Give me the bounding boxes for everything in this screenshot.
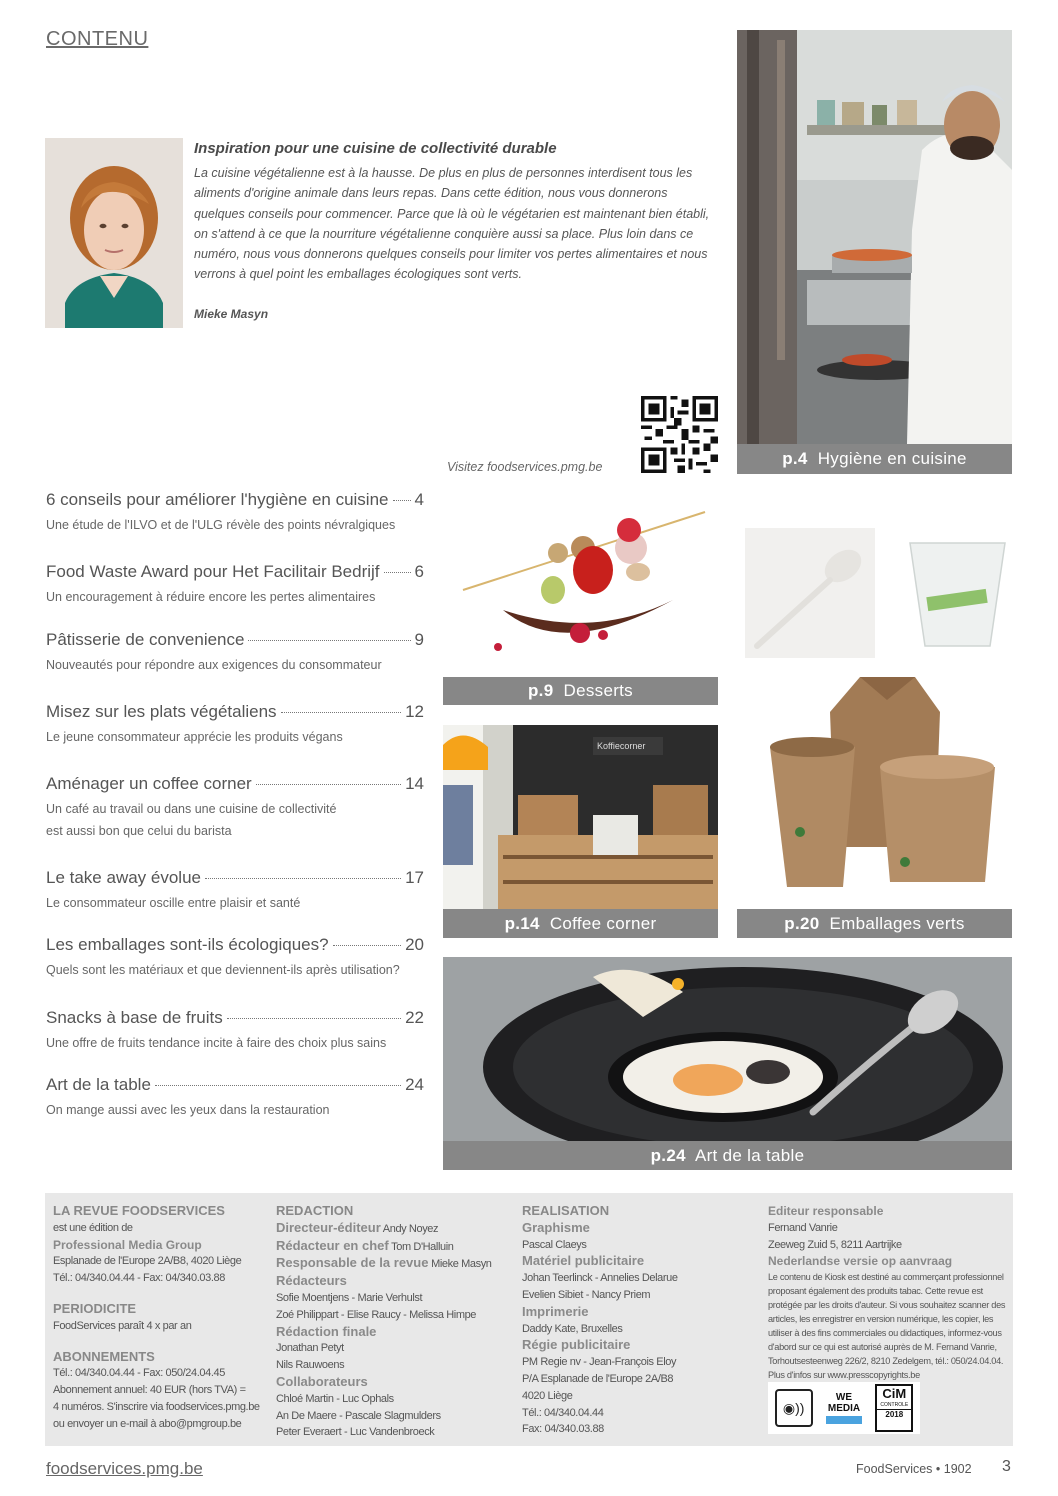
toc-title: Le take away évolue	[46, 868, 201, 887]
colophon-role: Collaborateurs	[276, 1373, 368, 1389]
colophon-line: Peter Everaert - Luc Vandenbroeck	[276, 1426, 435, 1439]
caption-coffee-text: Coffee corner	[549, 914, 657, 933]
colophon-line: P/A Esplanade de l'Europe 2A/B8	[522, 1372, 674, 1385]
toc-title: Aménager un coffee corner	[46, 774, 252, 793]
toc-subtitle-line: est aussi bon que celui du barista	[46, 824, 232, 838]
colophon-line: 4020 Liège	[522, 1389, 573, 1402]
colophon-role: Rédacteur en chef	[276, 1237, 389, 1253]
spoon-cup-image	[745, 528, 1012, 658]
toc-item[interactable]	[46, 868, 424, 914]
toc-subtitle: Quels sont les matériaux et que deviennent-ils après utilisation?	[46, 963, 400, 977]
editorial-author: Mieke Masyn	[194, 306, 269, 321]
caption-packaging-page: p.20	[784, 914, 820, 933]
colophon-line: Evelien Sibiet - Nancy Priem	[522, 1288, 651, 1301]
toc-page: 22	[405, 1008, 424, 1027]
coffee-corner-sign: Koffiecorner	[597, 741, 646, 751]
toc-page: 20	[405, 935, 424, 954]
caption-desserts-text: Desserts	[563, 681, 633, 700]
toc-title: Art de la table	[46, 1075, 151, 1094]
cim-logo-line: CONTROLE	[880, 1402, 909, 1408]
caption-desserts-page: p.9	[528, 681, 554, 700]
editorial-body: La cuisine végétalienne est à la hausse. De plus en plus de personnes interdisent tous les aliments d'origine animale dans leurs repas. Dans cette édition, nous vous donnerons quelques conseils pour commencer. Parce que là où le végétarien est maintenant bien établi, on s'attend à ce que la nourriture végétalienne conquière aussi sa place. Plus loin dans ce numéro, nous vous donnerons quelques conseils pour limiter vos pertes alimentaires et nous verrons à quel point les emballages écologiques sont verts.	[194, 166, 710, 282]
photo-packaging	[745, 672, 1012, 909]
colophon-line: Pascal Claeys	[522, 1238, 587, 1251]
toc-item[interactable]	[46, 1008, 424, 1054]
caption-desserts	[443, 677, 718, 705]
colophon-line: Jonathan Petyt	[276, 1342, 344, 1355]
plate-image	[443, 957, 1012, 1141]
caption-packaging	[737, 909, 1012, 938]
colophon-line: Zoé Philippart - Elise Raucy - Melissa Himpe	[276, 1308, 477, 1321]
toc-title: Misez sur les plats végétaliens	[46, 702, 277, 721]
contactless-icon: ◉))	[775, 1389, 813, 1427]
colophon-role: Régie publicitaire	[522, 1337, 631, 1353]
cim-logo-line: CiM	[882, 1386, 907, 1401]
colophon-line: 4 numéros. S'inscrire via foodservices.pmg.be	[53, 1400, 260, 1413]
colophon-heading: REALISATION	[522, 1203, 610, 1218]
toc-page: 12	[405, 702, 424, 721]
website-link[interactable]: foodservices.pmg.be	[46, 1459, 203, 1478]
toc-subtitle	[46, 798, 424, 842]
cim-logo	[875, 1384, 913, 1432]
colophon-person: Mieke Masyn	[428, 1258, 492, 1271]
colophon-col-realisation	[522, 1203, 752, 1438]
colophon-line: Professional Media Group	[53, 1237, 202, 1252]
colophon-role: Graphisme	[522, 1219, 590, 1235]
toc-title: Les emballages sont-ils écologiques?	[46, 935, 329, 954]
toc-subtitle: Une étude de l'ILVO et de l'ULG révèle des points névralgiques	[46, 518, 396, 532]
colophon-role: Responsable de la revue	[276, 1255, 429, 1271]
toc-item[interactable]	[46, 774, 424, 842]
colophon-heading: LA REVUE FOODSERVICES	[53, 1203, 225, 1218]
toc-item[interactable]	[46, 935, 424, 981]
colophon-col-publisher	[53, 1203, 268, 1433]
photo-desserts	[443, 490, 718, 677]
toc-item[interactable]	[46, 1075, 424, 1121]
toc-title: Pâtisserie de convenience	[46, 630, 245, 649]
visit-website-text: Visitez foodservices.pmg.be	[447, 460, 603, 474]
toc-subtitle: Une offre de fruits tendance incite à faire des choix plus sains	[46, 1036, 387, 1050]
coffee-corner-image	[443, 725, 718, 909]
photo-spoon-cup	[745, 528, 1012, 658]
qr-code[interactable]	[641, 396, 718, 473]
editor-portrait	[45, 138, 183, 328]
colophon-legal: Le contenu de Kiosk est destiné au commerçant professionnel proposant également des produits tabac. Cette revue est protégée par les droits d'auteur. Si vous souhaitez scanner des articles, les enregistrer en version numérique, les copier, les utiliser à des fins commerciales ou didactiques, informez-vous d'abord sur ce qui est autorisé auprès de M. Fernand Vanrie, Torhoutsesteenweg 226/2, 8210 Zedelgem, tél.: 050/24.04.04. Plus d'infos sur www.presscopyrights.be	[768, 1272, 1006, 1381]
colophon-line: Nils Rauwoens	[276, 1359, 345, 1372]
toc-title: 6 conseils pour améliorer l'hygiène en cuisine	[46, 490, 389, 509]
caption-hygiene-page: p.4	[782, 449, 808, 468]
editorial-title: Inspiration pour une cuisine de collectivité durable	[194, 140, 557, 157]
we-media-logo-line: WE	[835, 1392, 853, 1403]
colophon-col-redaction	[276, 1203, 516, 1441]
we-media-logo-line: MEDIA	[827, 1403, 861, 1414]
photo-hygiene	[737, 30, 1012, 444]
toc-item[interactable]	[46, 490, 424, 536]
colophon-heading: Nederlandse versie op aanvraag	[768, 1254, 953, 1269]
colophon-role: Rédaction finale	[276, 1323, 377, 1339]
colophon-line: ou envoyer un e-mail à abo@pmgroup.be	[53, 1417, 242, 1430]
colophon-line: Sofie Moentjens - Marie Verhulst	[276, 1291, 423, 1304]
photo-coffee-corner	[443, 725, 718, 909]
we-media-logo	[826, 1392, 862, 1424]
colophon-line: Johan Teerlinck - Annelies Delarue	[522, 1272, 678, 1285]
colophon-role: Rédacteurs	[276, 1273, 347, 1289]
caption-packaging-text: Emballages verts	[829, 914, 965, 933]
colophon-line: Daddy Kate, Bruxelles	[522, 1322, 623, 1335]
colophon-line: Fax: 04/340.03.88	[522, 1423, 604, 1436]
we-media-bar	[826, 1416, 862, 1424]
toc-subtitle-line: Un café au travail ou dans une cuisine de collectivité	[46, 802, 337, 816]
colophon-line: FoodServices paraît 4 x par an	[53, 1319, 192, 1332]
colophon-line: Tél.: 04/340.04.44 - Fax: 050/24.04.45	[53, 1367, 225, 1380]
page-number: 3	[1002, 1458, 1011, 1475]
toc-title: Food Waste Award pour Het Facilitair Bedrijf	[46, 562, 380, 581]
chef-kitchen-image	[737, 30, 1012, 444]
toc-page: 24	[405, 1075, 424, 1094]
editorial	[194, 140, 718, 321]
toc-page: 14	[405, 774, 424, 793]
colophon-line: Zeeweg Zuid 5, 8211 Aartrijke	[768, 1238, 902, 1251]
colophon-heading: Editeur responsable	[768, 1204, 884, 1218]
photo-table-art	[443, 957, 1012, 1141]
toc-page: 17	[405, 868, 424, 887]
caption-table-page: p.24	[650, 1146, 686, 1165]
colophon-role: Directeur-éditeur	[276, 1219, 381, 1235]
portrait-illustration	[45, 138, 183, 328]
colophon-line: Tél.: 04/340.04.44	[522, 1406, 604, 1419]
colophon-line: est une édition de	[53, 1221, 133, 1234]
colophon-person: Tom D'Halluin	[388, 1240, 454, 1253]
caption-coffee-page: p.14	[504, 914, 540, 933]
caption-hygiene-text: Hygiène en cuisine	[817, 449, 967, 468]
issue-label: FoodServices • 1902	[856, 1462, 972, 1476]
toc-subtitle: On mange aussi avec les yeux dans la restauration	[46, 1103, 330, 1117]
colophon-role: Imprimerie	[522, 1303, 589, 1319]
colophon-line: Esplanade de l'Europe 2A/B8, 4020 Liège	[53, 1255, 242, 1268]
colophon-heading: REDACTION	[276, 1203, 354, 1218]
colophon-heading: ABONNEMENTS	[53, 1348, 155, 1364]
colophon-line: Abonnement annuel: 40 EUR (hors TVA) =	[53, 1384, 246, 1397]
toc-item[interactable]	[46, 630, 424, 676]
caption-table-text: Art de la table	[694, 1146, 805, 1165]
caption-hygiene	[737, 444, 1012, 474]
colophon-heading: PERIODICITE	[53, 1300, 137, 1316]
toc-item[interactable]	[46, 562, 424, 608]
toc-item[interactable]	[46, 702, 424, 748]
dessert-image	[443, 490, 718, 677]
toc-subtitle: Nouveautés pour répondre aux exigences du consommateur	[46, 658, 382, 672]
colophon-role: Matériel publicitaire	[522, 1253, 645, 1269]
qr-code-icon	[641, 396, 718, 473]
certification-logos	[768, 1382, 920, 1434]
toc-page: 4	[414, 490, 424, 509]
caption-table-art	[443, 1141, 1012, 1170]
toc-page: 6	[414, 562, 424, 581]
colophon-line: Chloé Martin - Luc Ophals	[276, 1392, 394, 1405]
toc-subtitle: Le consommateur oscille entre plaisir et santé	[46, 896, 301, 910]
colophon-line: PM Regie nv - Jean-François Eloy	[522, 1356, 677, 1369]
toc-subtitle: Un encouragement à réduire encore les pertes alimentaires	[46, 590, 376, 604]
section-title: CONTENU	[46, 28, 149, 50]
colophon-line: An De Maere - Pascale Slagmulders	[276, 1409, 441, 1422]
colophon-line: Tél.: 04/340.04.44 - Fax: 04/340.03.88	[53, 1272, 225, 1285]
toc-subtitle: Le jeune consommateur apprécie les produits végans	[46, 730, 343, 744]
toc-title: Snacks à base de fruits	[46, 1008, 223, 1027]
colophon-col-editor	[768, 1203, 1008, 1382]
caption-coffee	[443, 909, 718, 938]
colophon-person: Andy Noyez	[380, 1222, 439, 1235]
cim-logo-line: 2018	[877, 1409, 911, 1420]
colophon-line: Fernand Vanrie	[768, 1221, 838, 1234]
packaging-image	[745, 672, 1012, 909]
toc-page: 9	[414, 630, 424, 649]
